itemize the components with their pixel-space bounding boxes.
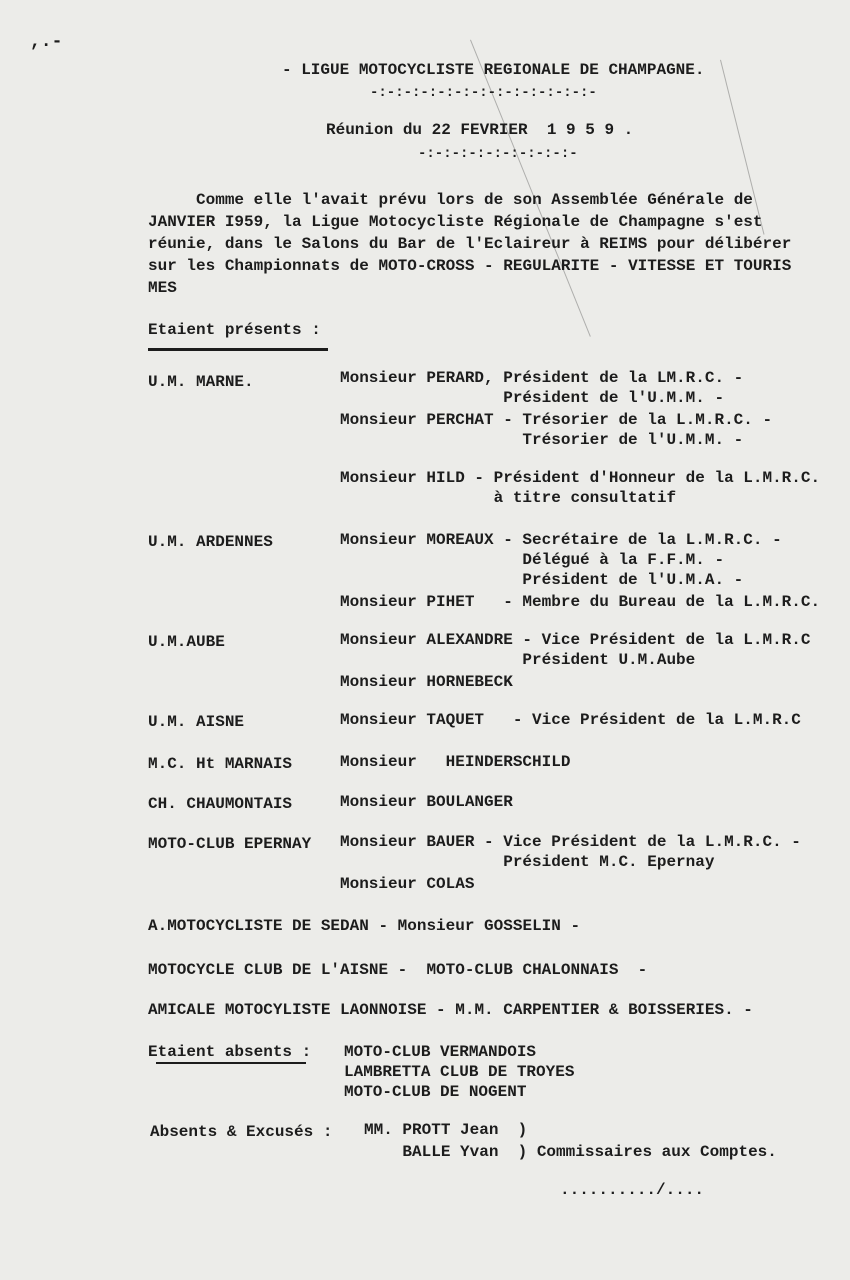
club-name: U.M. MARNE.	[148, 373, 254, 391]
continuation-mark: ........../....	[560, 1181, 705, 1199]
member-line: Monsieur TAQUET - Vice Président de la L.M.R.C	[340, 711, 801, 729]
member-line: Président de l'U.M.A. -	[340, 571, 744, 589]
intro-line: Comme elle l'avait prévu lors de son Assemblée Générale de	[148, 191, 753, 209]
club-name: U.M. AISNE	[148, 713, 245, 731]
club-name: U.M. ARDENNES	[148, 533, 273, 551]
member-line: Monsieur PIHET - Membre du Bureau de la L.M.R.C.	[340, 593, 821, 611]
member-line: Monsieur HORNEBECK	[340, 673, 513, 691]
club-name: MOTO-CLUB EPERNAY	[148, 835, 312, 853]
other-present-line: MOTOCYCLE CLUB DE L'AISNE - MOTO-CLUB CHALONNAIS -	[148, 961, 648, 979]
member-line: Trésorier de l'U.M.M. -	[340, 431, 744, 449]
member-line: Monsieur HEINDERSCHILD	[340, 753, 571, 771]
present-heading: Etaient présents :	[148, 321, 321, 339]
ink-mark: ,.-	[30, 32, 63, 52]
intro-line: MES	[148, 279, 177, 297]
intro-line: réunie, dans le Salons du Bar de l'Eclaireur à REIMS pour délibérer	[148, 235, 792, 253]
absent-heading: Etaient absents :	[148, 1043, 312, 1061]
member-line: Président de l'U.M.M. -	[340, 389, 725, 407]
member-line: Monsieur ALEXANDRE - Vice Président de la L.M.R.C	[340, 631, 811, 649]
member-line: Président U.M.Aube	[340, 651, 696, 669]
club-name: CH. CHAUMONTAIS	[148, 795, 293, 813]
member-line: Président M.C. Epernay	[340, 853, 715, 871]
meeting-date: Réunion du 22 FEVRIER 1 9 5 9 .	[326, 121, 634, 139]
member-line: Monsieur BAUER - Vice Président de la L.M.R.C. -	[340, 833, 801, 851]
member-line: Monsieur HILD - Président d'Honneur de la L.M.R.C.	[340, 469, 821, 487]
club-name: M.C. Ht MARNAIS	[148, 755, 293, 773]
separator: -:-:-:-:-:-:-:-:-:-	[418, 146, 578, 162]
absent-club: LAMBRETTA CLUB DE TROYES	[344, 1063, 575, 1081]
heading-underline	[148, 348, 328, 351]
intro-line: sur les Championnats de MOTO-CROSS - REGULARITE - VITESSE ET TOURIS	[148, 257, 792, 275]
excused-line: MM. PROTT Jean )	[364, 1121, 528, 1139]
excused-heading: Absents & Excusés :	[150, 1123, 333, 1141]
member-line: Monsieur BOULANGER	[340, 793, 513, 811]
separator: -:-:-:-:-:-:-:-:-:-:-:-:-:-	[370, 85, 597, 101]
member-line: Délégué à la F.F.M. -	[340, 551, 725, 569]
absent-club: MOTO-CLUB DE NOGENT	[344, 1083, 527, 1101]
member-line: Monsieur PERARD, Président de la LM.R.C. -	[340, 369, 744, 387]
member-line: à titre consultatif	[340, 489, 677, 507]
absent-club: MOTO-CLUB VERMANDOIS	[344, 1043, 537, 1061]
member-line: Monsieur PERCHAT - Trésorier de la L.M.R.C. -	[340, 411, 773, 429]
member-line: Monsieur COLAS	[340, 875, 475, 893]
heading-underline	[156, 1062, 306, 1064]
document-title: - LIGUE MOTOCYCLISTE REGIONALE DE CHAMPAGNE.	[282, 61, 705, 79]
excused-line: BALLE Yvan ) Commissaires aux Comptes.	[364, 1143, 777, 1161]
club-name: U.M.AUBE	[148, 633, 225, 651]
other-present-line: A.MOTOCYCLISTE DE SEDAN - Monsieur GOSSELIN -	[148, 917, 581, 935]
other-present-line: AMICALE MOTOCYLISTE LAONNOISE - M.M. CARPENTIER & BOISSERIES. -	[148, 1001, 753, 1019]
intro-line: JANVIER I959, la Ligue Motocycliste Régionale de Champagne s'est	[148, 213, 763, 231]
member-line: Monsieur MOREAUX - Secrétaire de la L.M.R.C. -	[340, 531, 782, 549]
